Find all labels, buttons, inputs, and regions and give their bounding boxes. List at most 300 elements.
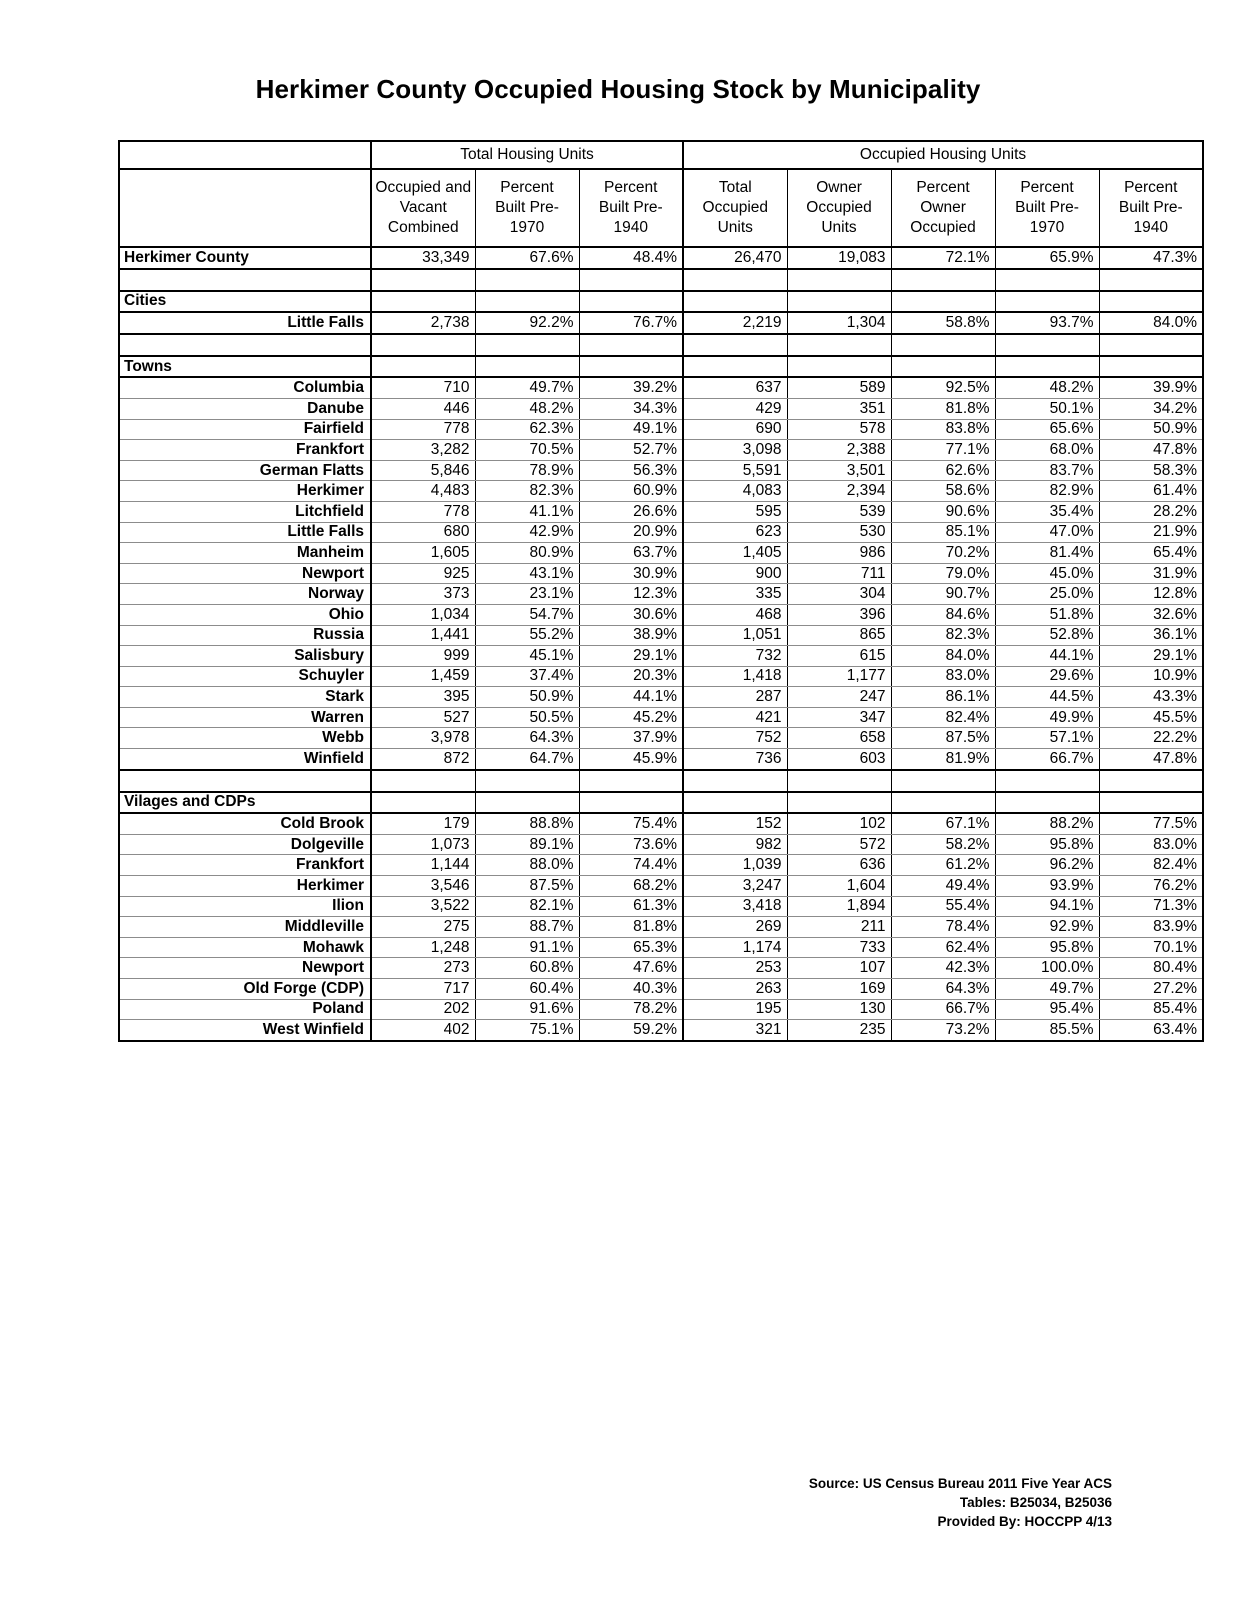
cell-occ_vac_combined	[371, 356, 475, 378]
cell-occ_vac_combined: 3,522	[371, 896, 475, 917]
cell-occ_vac_combined: 446	[371, 398, 475, 419]
cell-occ_pct_pre1970: 66.7%	[995, 749, 1099, 770]
cell-pct_owner_occ: 82.3%	[891, 625, 995, 646]
cell-occ_vac_combined: 395	[371, 687, 475, 708]
cell-pct_pre1940: 59.2%	[579, 1020, 683, 1041]
row-label: Middleville	[119, 917, 371, 938]
cell-total_occ_units: 1,174	[683, 937, 787, 958]
cell-occ_vac_combined: 2,738	[371, 312, 475, 334]
cell-pct_owner_occ: 78.4%	[891, 917, 995, 938]
row-label: Salisbury	[119, 646, 371, 667]
cell-total_occ_units: 1,051	[683, 625, 787, 646]
cell-occ_pct_pre1970: 49.9%	[995, 707, 1099, 728]
row-label: Fairfield	[119, 419, 371, 440]
cell-occ_pct_pre1940: 22.2%	[1099, 728, 1203, 749]
cell-pct_pre1940: 56.3%	[579, 460, 683, 481]
cell-pct_pre1970	[475, 334, 579, 356]
cell-pct_pre1970: 62.3%	[475, 419, 579, 440]
row-label	[119, 334, 371, 356]
cell-pct_owner_occ: 66.7%	[891, 999, 995, 1020]
table-row	[119, 687, 1203, 708]
cell-occ_pct_pre1940: 29.1%	[1099, 646, 1203, 667]
row-label: Poland	[119, 999, 371, 1020]
cell-pct_pre1940: 38.9%	[579, 625, 683, 646]
group-header-occupied-housing-units: Occupied Housing Units	[683, 141, 1203, 169]
row-label: Towns	[119, 356, 371, 378]
table-row	[119, 398, 1203, 419]
cell-occ_pct_pre1970: 44.5%	[995, 687, 1099, 708]
table-section-row	[119, 792, 1203, 814]
cell-occ_pct_pre1940: 77.5%	[1099, 813, 1203, 834]
cell-occ_vac_combined: 925	[371, 563, 475, 584]
table-row	[119, 937, 1203, 958]
cell-pct_pre1970: 48.2%	[475, 398, 579, 419]
table-row	[119, 999, 1203, 1020]
cell-occ_pct_pre1940: 83.9%	[1099, 917, 1203, 938]
cell-occ_pct_pre1940: 58.3%	[1099, 460, 1203, 481]
column-header-line: Percent	[604, 178, 658, 196]
cell-occ_pct_pre1940: 10.9%	[1099, 666, 1203, 687]
row-label: Vilages and CDPs	[119, 792, 371, 814]
cell-occ_pct_pre1970: 57.1%	[995, 728, 1099, 749]
column-header-line: Vacant	[399, 198, 447, 216]
column-header-line: 1970	[1029, 219, 1065, 237]
cell-pct_owner_occ: 67.1%	[891, 813, 995, 834]
column-header-line: Owner	[816, 178, 862, 196]
cell-pct_pre1970: 80.9%	[475, 543, 579, 564]
cell-total_occ_units: 637	[683, 377, 787, 398]
cell-occ_vac_combined: 5,846	[371, 460, 475, 481]
row-label: Little Falls	[119, 312, 371, 334]
row-label: Herkimer	[119, 876, 371, 897]
cell-occ_pct_pre1940: 70.1%	[1099, 937, 1203, 958]
cell-owner_occ_units: 658	[787, 728, 891, 749]
cell-pct_owner_occ	[891, 291, 995, 313]
cell-occ_pct_pre1940: 31.9%	[1099, 563, 1203, 584]
cell-pct_pre1940	[579, 770, 683, 792]
cell-owner_occ_units: 589	[787, 377, 891, 398]
cell-occ_pct_pre1940: 65.4%	[1099, 543, 1203, 564]
row-label: Old Forge (CDP)	[119, 979, 371, 1000]
cell-pct_pre1940: 20.9%	[579, 522, 683, 543]
table-column-header-row	[119, 169, 1203, 247]
cell-owner_occ_units	[787, 792, 891, 814]
cell-occ_pct_pre1970: 82.9%	[995, 481, 1099, 502]
cell-pct_owner_occ: 73.2%	[891, 1020, 995, 1041]
cell-total_occ_units: 335	[683, 584, 787, 605]
cell-owner_occ_units: 711	[787, 563, 891, 584]
cell-pct_pre1970	[475, 269, 579, 291]
cell-pct_pre1940: 81.8%	[579, 917, 683, 938]
cell-pct_pre1970: 91.1%	[475, 937, 579, 958]
cell-owner_occ_units: 1,177	[787, 666, 891, 687]
table-row	[119, 419, 1203, 440]
cell-pct_pre1940	[579, 334, 683, 356]
cell-total_occ_units: 690	[683, 419, 787, 440]
cell-total_occ_units: 287	[683, 687, 787, 708]
table-row	[119, 979, 1203, 1000]
cell-pct_owner_occ	[891, 356, 995, 378]
cell-pct_owner_occ: 83.8%	[891, 419, 995, 440]
column-header-line: Percent	[1020, 178, 1074, 196]
cell-owner_occ_units: 211	[787, 917, 891, 938]
cell-pct_owner_occ: 72.1%	[891, 247, 995, 269]
table-row	[119, 460, 1203, 481]
column-header-line: Percent	[500, 178, 554, 196]
cell-occ_vac_combined	[371, 792, 475, 814]
cell-pct_owner_occ: 82.4%	[891, 707, 995, 728]
cell-occ_pct_pre1970: 51.8%	[995, 604, 1099, 625]
cell-total_occ_units: 1,405	[683, 543, 787, 564]
table-row	[119, 481, 1203, 502]
cell-total_occ_units: 269	[683, 917, 787, 938]
column-header-line: 1940	[613, 219, 648, 237]
cell-pct_owner_occ: 85.1%	[891, 522, 995, 543]
cell-pct_owner_occ	[891, 334, 995, 356]
cell-pct_pre1970: 41.1%	[475, 501, 579, 522]
column-header-line: Combined	[387, 219, 459, 237]
cell-pct_pre1970: 49.7%	[475, 377, 579, 398]
cell-occ_vac_combined: 4,483	[371, 481, 475, 502]
cell-occ_pct_pre1940: 12.8%	[1099, 584, 1203, 605]
table-row	[119, 958, 1203, 979]
column-header-line: 1940	[1133, 219, 1169, 237]
cell-owner_occ_units	[787, 291, 891, 313]
cell-occ_pct_pre1970: 95.4%	[995, 999, 1099, 1020]
cell-occ_pct_pre1970: 93.7%	[995, 312, 1099, 334]
cell-pct_pre1940: 34.3%	[579, 398, 683, 419]
row-label: Frankfort	[119, 440, 371, 461]
cell-pct_owner_occ: 90.6%	[891, 501, 995, 522]
footer-provided-by: Provided By: HOCCPP 4/13	[937, 1514, 1112, 1530]
cell-pct_pre1940: 48.4%	[579, 247, 683, 269]
group-header-total-housing-units: Total Housing Units	[371, 141, 683, 169]
cell-occ_vac_combined: 999	[371, 646, 475, 667]
cell-pct_pre1970: 88.0%	[475, 855, 579, 876]
cell-pct_owner_occ: 87.5%	[891, 728, 995, 749]
column-header-line: Built Pre-	[495, 198, 559, 216]
cell-occ_pct_pre1940: 27.2%	[1099, 979, 1203, 1000]
cell-occ_pct_pre1940: 47.8%	[1099, 749, 1203, 770]
row-label: Herkimer County	[119, 247, 371, 269]
cell-owner_occ_units: 2,388	[787, 440, 891, 461]
cell-occ_pct_pre1940	[1099, 792, 1203, 814]
cell-occ_pct_pre1940: 36.1%	[1099, 625, 1203, 646]
cell-pct_owner_occ	[891, 770, 995, 792]
column-header-line: Percent	[1124, 178, 1178, 196]
cell-occ_pct_pre1940: 39.9%	[1099, 377, 1203, 398]
cell-pct_pre1970: 92.2%	[475, 312, 579, 334]
cell-occ_pct_pre1970: 95.8%	[995, 834, 1099, 855]
table-section-row	[119, 291, 1203, 313]
cell-owner_occ_units: 3,501	[787, 460, 891, 481]
cell-pct_pre1940: 45.2%	[579, 707, 683, 728]
table-row	[119, 813, 1203, 834]
cell-pct_pre1970	[475, 792, 579, 814]
cell-pct_pre1940: 65.3%	[579, 937, 683, 958]
cell-pct_pre1940: 30.6%	[579, 604, 683, 625]
row-label: Newport	[119, 958, 371, 979]
column-header-owner_occ_units	[787, 169, 891, 247]
cell-total_occ_units: 1,418	[683, 666, 787, 687]
cell-total_occ_units: 263	[683, 979, 787, 1000]
column-header-occ_pct_pre1970	[995, 169, 1099, 247]
cell-owner_occ_units: 2,394	[787, 481, 891, 502]
row-label: Norway	[119, 584, 371, 605]
cell-pct_pre1940: 20.3%	[579, 666, 683, 687]
cell-occ_vac_combined: 872	[371, 749, 475, 770]
cell-occ_vac_combined: 778	[371, 501, 475, 522]
cell-owner_occ_units	[787, 334, 891, 356]
cell-occ_vac_combined: 373	[371, 584, 475, 605]
cell-occ_vac_combined: 202	[371, 999, 475, 1020]
column-header-line: Occupied	[910, 219, 976, 237]
cell-owner_occ_units: 603	[787, 749, 891, 770]
cell-total_occ_units	[683, 334, 787, 356]
cell-total_occ_units	[683, 770, 787, 792]
cell-pct_pre1970: 54.7%	[475, 604, 579, 625]
cell-owner_occ_units: 107	[787, 958, 891, 979]
cell-pct_owner_occ: 84.6%	[891, 604, 995, 625]
row-label: Dolgeville	[119, 834, 371, 855]
cell-occ_pct_pre1940: 47.8%	[1099, 440, 1203, 461]
cell-total_occ_units: 900	[683, 563, 787, 584]
cell-pct_pre1970	[475, 770, 579, 792]
cell-pct_pre1970: 88.7%	[475, 917, 579, 938]
cell-occ_vac_combined: 273	[371, 958, 475, 979]
column-header-occ_pct_pre1940	[1099, 169, 1203, 247]
cell-pct_pre1940: 60.9%	[579, 481, 683, 502]
cell-occ_vac_combined: 3,282	[371, 440, 475, 461]
table-row	[119, 917, 1203, 938]
cell-pct_owner_occ: 92.5%	[891, 377, 995, 398]
cell-total_occ_units: 253	[683, 958, 787, 979]
cell-pct_pre1940: 30.9%	[579, 563, 683, 584]
cell-occ_pct_pre1970: 47.0%	[995, 522, 1099, 543]
table-row	[119, 728, 1203, 749]
cell-occ_vac_combined	[371, 334, 475, 356]
cell-occ_pct_pre1940	[1099, 291, 1203, 313]
cell-occ_pct_pre1970: 93.9%	[995, 876, 1099, 897]
table-row	[119, 707, 1203, 728]
cell-owner_occ_units: 539	[787, 501, 891, 522]
cell-pct_pre1940: 47.6%	[579, 958, 683, 979]
housing-table-container	[118, 140, 1198, 1042]
cell-pct_owner_occ: 61.2%	[891, 855, 995, 876]
row-label: Litchfield	[119, 501, 371, 522]
cell-total_occ_units: 1,039	[683, 855, 787, 876]
cell-occ_vac_combined: 778	[371, 419, 475, 440]
table-row	[119, 646, 1203, 667]
cell-pct_pre1970: 45.1%	[475, 646, 579, 667]
cell-occ_pct_pre1970: 25.0%	[995, 584, 1099, 605]
cell-occ_vac_combined: 1,248	[371, 937, 475, 958]
cell-occ_pct_pre1970: 88.2%	[995, 813, 1099, 834]
cell-occ_pct_pre1940: 61.4%	[1099, 481, 1203, 502]
cell-occ_pct_pre1970: 65.6%	[995, 419, 1099, 440]
cell-owner_occ_units: 530	[787, 522, 891, 543]
cell-pct_pre1970	[475, 356, 579, 378]
cell-occ_pct_pre1970: 68.0%	[995, 440, 1099, 461]
cell-total_occ_units: 623	[683, 522, 787, 543]
cell-pct_pre1970: 87.5%	[475, 876, 579, 897]
cell-total_occ_units: 195	[683, 999, 787, 1020]
cell-occ_vac_combined: 717	[371, 979, 475, 1000]
cell-pct_pre1970	[475, 291, 579, 313]
cell-owner_occ_units: 578	[787, 419, 891, 440]
cell-occ_pct_pre1940	[1099, 770, 1203, 792]
cell-occ_vac_combined: 33,349	[371, 247, 475, 269]
cell-total_occ_units: 468	[683, 604, 787, 625]
cell-occ_pct_pre1940: 28.2%	[1099, 501, 1203, 522]
cell-pct_pre1970: 50.9%	[475, 687, 579, 708]
cell-occ_vac_combined: 1,073	[371, 834, 475, 855]
cell-occ_pct_pre1940: 45.5%	[1099, 707, 1203, 728]
cell-occ_pct_pre1970: 50.1%	[995, 398, 1099, 419]
cell-pct_pre1970: 88.8%	[475, 813, 579, 834]
cell-total_occ_units: 4,083	[683, 481, 787, 502]
cell-occ_pct_pre1940: 85.4%	[1099, 999, 1203, 1020]
cell-occ_vac_combined: 1,459	[371, 666, 475, 687]
column-header-occ_vac_combined	[371, 169, 475, 247]
cell-pct_pre1940: 68.2%	[579, 876, 683, 897]
cell-pct_pre1970: 55.2%	[475, 625, 579, 646]
cell-occ_pct_pre1970	[995, 291, 1099, 313]
cell-owner_occ_units: 986	[787, 543, 891, 564]
cell-occ_vac_combined	[371, 291, 475, 313]
cell-owner_occ_units: 1,304	[787, 312, 891, 334]
row-label: Cities	[119, 291, 371, 313]
cell-pct_pre1940: 45.9%	[579, 749, 683, 770]
column-header-line: Built Pre-	[598, 198, 663, 216]
cell-owner_occ_units: 396	[787, 604, 891, 625]
cell-pct_pre1970: 67.6%	[475, 247, 579, 269]
cell-occ_pct_pre1970: 81.4%	[995, 543, 1099, 564]
cell-pct_owner_occ: 90.7%	[891, 584, 995, 605]
cell-occ_vac_combined: 710	[371, 377, 475, 398]
cell-pct_pre1940: 76.7%	[579, 312, 683, 334]
cell-pct_pre1940: 74.4%	[579, 855, 683, 876]
cell-total_occ_units: 152	[683, 813, 787, 834]
column-header-line: Percent	[916, 178, 970, 196]
table-row	[119, 501, 1203, 522]
table-section-row	[119, 356, 1203, 378]
table-total-row	[119, 247, 1203, 269]
cell-owner_occ_units: 1,894	[787, 896, 891, 917]
cell-total_occ_units: 982	[683, 834, 787, 855]
cell-total_occ_units: 3,247	[683, 876, 787, 897]
row-label: Stark	[119, 687, 371, 708]
cell-owner_occ_units: 733	[787, 937, 891, 958]
cell-occ_pct_pre1970: 65.9%	[995, 247, 1099, 269]
cell-total_occ_units: 3,098	[683, 440, 787, 461]
column-header-line: 1970	[509, 219, 545, 237]
table-row	[119, 377, 1203, 398]
cell-occ_pct_pre1970: 100.0%	[995, 958, 1099, 979]
cell-occ_pct_pre1970	[995, 792, 1099, 814]
cell-occ_pct_pre1970: 94.1%	[995, 896, 1099, 917]
cell-total_occ_units: 321	[683, 1020, 787, 1041]
cell-owner_occ_units	[787, 356, 891, 378]
cell-pct_pre1940: 75.4%	[579, 813, 683, 834]
table-row	[119, 312, 1203, 334]
cell-pct_pre1940	[579, 291, 683, 313]
cell-occ_vac_combined: 3,546	[371, 876, 475, 897]
cell-occ_pct_pre1940: 47.3%	[1099, 247, 1203, 269]
cell-pct_pre1970: 75.1%	[475, 1020, 579, 1041]
column-header-pct_pre1970	[475, 169, 579, 247]
cell-occ_pct_pre1940	[1099, 334, 1203, 356]
cell-total_occ_units	[683, 269, 787, 291]
cell-pct_pre1940: 39.2%	[579, 377, 683, 398]
cell-pct_owner_occ: 79.0%	[891, 563, 995, 584]
cell-pct_pre1970: 82.3%	[475, 481, 579, 502]
table-row	[119, 563, 1203, 584]
row-label: German Flatts	[119, 460, 371, 481]
cell-occ_vac_combined	[371, 269, 475, 291]
cell-occ_pct_pre1940	[1099, 356, 1203, 378]
cell-occ_pct_pre1940: 32.6%	[1099, 604, 1203, 625]
table-row	[119, 440, 1203, 461]
cell-occ_vac_combined: 1,605	[371, 543, 475, 564]
cell-owner_occ_units	[787, 269, 891, 291]
cell-total_occ_units: 752	[683, 728, 787, 749]
cell-pct_pre1970: 37.4%	[475, 666, 579, 687]
cell-occ_pct_pre1940: 43.3%	[1099, 687, 1203, 708]
cell-occ_pct_pre1940: 82.4%	[1099, 855, 1203, 876]
cell-pct_owner_occ: 58.2%	[891, 834, 995, 855]
cell-occ_pct_pre1940: 71.3%	[1099, 896, 1203, 917]
cell-pct_pre1970: 42.9%	[475, 522, 579, 543]
cell-owner_occ_units: 351	[787, 398, 891, 419]
table-row	[119, 855, 1203, 876]
cell-owner_occ_units: 636	[787, 855, 891, 876]
cell-pct_pre1970: 64.3%	[475, 728, 579, 749]
cell-owner_occ_units: 1,604	[787, 876, 891, 897]
cell-pct_pre1970: 64.7%	[475, 749, 579, 770]
cell-occ_vac_combined: 1,441	[371, 625, 475, 646]
table-group-header-row	[119, 141, 1203, 169]
cell-pct_pre1940: 37.9%	[579, 728, 683, 749]
row-label: Newport	[119, 563, 371, 584]
cell-pct_pre1970: 50.5%	[475, 707, 579, 728]
cell-occ_pct_pre1970	[995, 770, 1099, 792]
cell-total_occ_units: 429	[683, 398, 787, 419]
cell-pct_owner_occ: 62.4%	[891, 937, 995, 958]
cell-owner_occ_units: 247	[787, 687, 891, 708]
cell-occ_pct_pre1940: 63.4%	[1099, 1020, 1203, 1041]
cell-occ_pct_pre1940: 80.4%	[1099, 958, 1203, 979]
cell-occ_vac_combined	[371, 770, 475, 792]
row-label: Schuyler	[119, 666, 371, 687]
table-row	[119, 625, 1203, 646]
cell-occ_pct_pre1970: 83.7%	[995, 460, 1099, 481]
table-row	[119, 522, 1203, 543]
column-header-line: Built Pre-	[1015, 198, 1079, 216]
column-header-line: Units	[821, 219, 857, 237]
cell-owner_occ_units: 615	[787, 646, 891, 667]
cell-owner_occ_units: 102	[787, 813, 891, 834]
row-label	[119, 269, 371, 291]
cell-pct_pre1940: 73.6%	[579, 834, 683, 855]
cell-occ_vac_combined: 1,034	[371, 604, 475, 625]
cell-pct_pre1970: 70.5%	[475, 440, 579, 461]
cell-occ_pct_pre1970	[995, 334, 1099, 356]
cell-pct_pre1970: 60.4%	[475, 979, 579, 1000]
cell-pct_pre1970: 23.1%	[475, 584, 579, 605]
cell-owner_occ_units: 19,083	[787, 247, 891, 269]
cell-pct_pre1940	[579, 356, 683, 378]
